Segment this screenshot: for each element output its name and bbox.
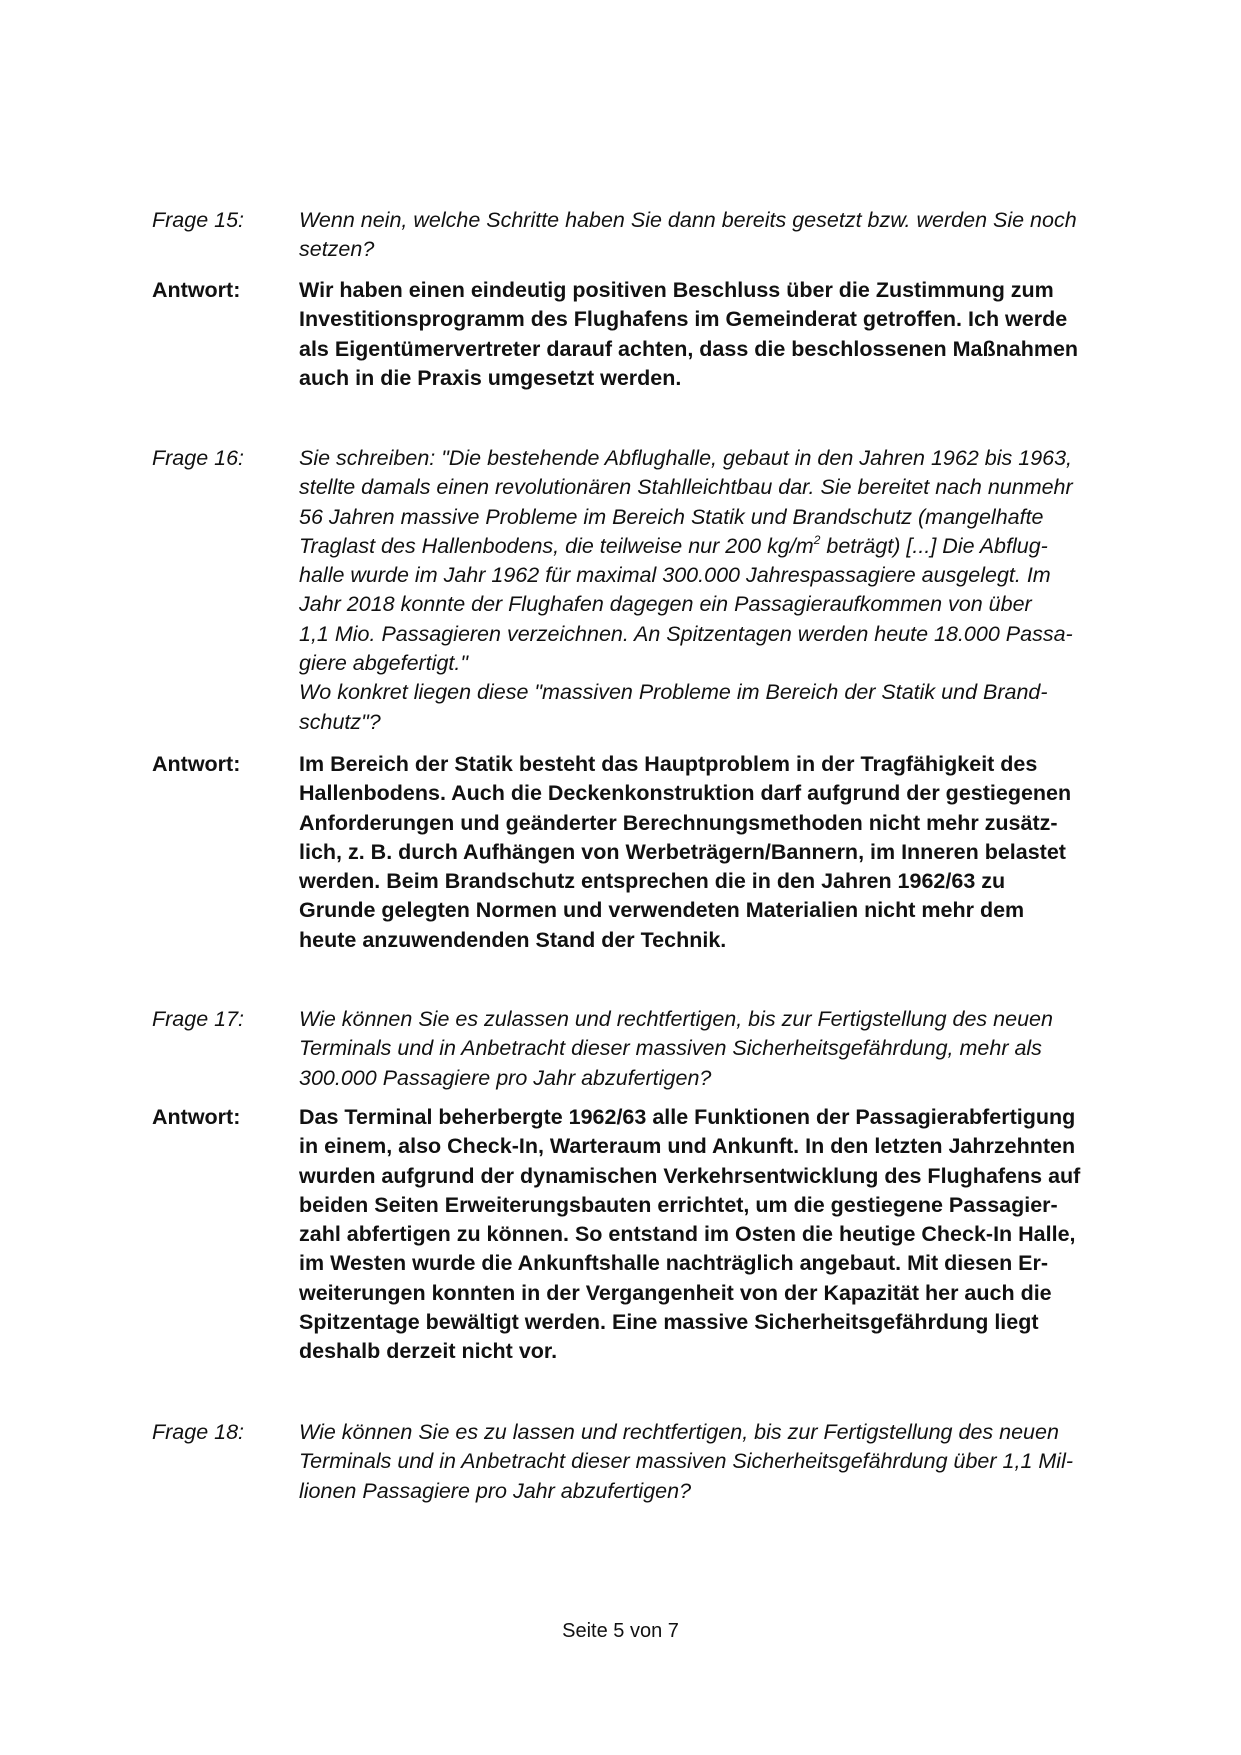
- question-text: [299, 444, 1132, 737]
- answer-15: [152, 276, 1132, 393]
- text-line: Terminals und in Anbetracht dieser massiven Sicherheitsgefährdung über 1,1 Mil-: [299, 1449, 1074, 1474]
- text-line: werden. Beim Brandschutz entsprechen die in den Jahren 1962/63 zu: [299, 869, 1006, 894]
- question-label: Frage 15:: [152, 208, 245, 232]
- text-line: zahl abfertigen zu können. So entstand im Osten die heutige Check-In Halle,: [299, 1222, 1076, 1247]
- text-line: heute anzuwendenden Stand der Technik.: [299, 927, 727, 952]
- answer-17: [152, 1103, 1132, 1367]
- text-line: Hallenbodens. Auch die Deckenkonstruktion darf aufgrund der gestiegenen: [299, 781, 1072, 806]
- answer-label: Antwort:: [152, 1105, 241, 1129]
- text-line: Das Terminal beherbergte 1962/63 alle Funktionen der Passagierabfertigung: [299, 1105, 1076, 1129]
- text-line: Grunde gelegten Normen und verwendeten Materialien nicht mehr dem: [299, 898, 1025, 923]
- text-line: Spitzentage bewältigt werden. Eine massive Sicherheitsgefährdung liegt: [299, 1310, 1039, 1335]
- answer-text: [299, 276, 1132, 393]
- text-line: stellte damals einen revolutionären Stahlleichtbau dar. Sie bereitet nach nunmehr: [299, 475, 1073, 500]
- text-line: 56 Jahren massive Probleme im Bereich Statik und Brandschutz (mangelhafte: [299, 504, 1044, 529]
- text-line: Im Bereich der Statik besteht das Hauptproblem in der Tragfähigkeit des: [299, 752, 1038, 776]
- text-fragment: Traglast des Hallenbodens, die teilweise nur 200 kg/m: [299, 533, 814, 558]
- text-line: giere abgefertigt.": [299, 651, 468, 676]
- text-line: halle wurde im Jahr 1962 für maximal 300.000 Jahrespassagiere ausgelegt. Im: [299, 563, 1051, 588]
- text-line: Investitionsprogramm des Flughafens im Gemeinderat getroffen. Ich werde: [299, 307, 1068, 332]
- question-18: [152, 1418, 1132, 1506]
- text-line: beiden Seiten Erweiterungsbauten errichtet, um die gestiegene Passagier-: [299, 1192, 1058, 1217]
- question-label: Frage 17:: [152, 1007, 245, 1031]
- question-text: [299, 1005, 1132, 1093]
- text-line: Wie können Sie es zulassen und rechtfertigen, bis zur Fertigstellung des neuen: [299, 1007, 1053, 1031]
- question-16: [152, 444, 1132, 737]
- answer-text: [299, 1103, 1132, 1367]
- answer-label: Antwort:: [152, 752, 241, 776]
- answer-text: [299, 750, 1132, 955]
- text-line: 1,1 Mio. Passagieren verzeichnen. An Spitzentagen werden heute 18.000 Passa-: [299, 621, 1073, 646]
- question-15: [152, 206, 1132, 265]
- text-line: wurden aufgrund der dynamischen Verkehrsentwicklung des Flughafens auf: [299, 1163, 1081, 1188]
- text-line: im Westen wurde die Ankunftshalle nachträglich angebaut. Mit diesen Er-: [299, 1251, 1049, 1276]
- question-17: [152, 1005, 1132, 1093]
- text-line: Jahr 2018 konnte der Flughafen dagegen ein Passagieraufkommen von über: [299, 592, 1032, 617]
- text-line: Wo konkret liegen diese "massiven Probleme im Bereich der Statik und Brand-: [299, 680, 1048, 705]
- text-line: lionen Passagiere pro Jahr abzufertigen?: [299, 1478, 692, 1503]
- question-text: [299, 1418, 1132, 1506]
- answer-label: Antwort:: [152, 278, 241, 302]
- text-line: 300.000 Passagiere pro Jahr abzufertigen?: [299, 1065, 712, 1090]
- text-line: Wir haben einen eindeutig positiven Beschluss über die Zustimmung zum: [299, 278, 1054, 302]
- text-line: weiterungen konnten in der Vergangenheit von der Kapazität her auch die: [299, 1280, 1052, 1305]
- text-line: Sie schreiben: "Die bestehende Abflughalle, gebaut in den Jahren 1962 bis 1963,: [299, 446, 1073, 470]
- text-line: Terminals und in Anbetracht dieser massiven Sicherheitsgefährdung, mehr als: [299, 1036, 1042, 1061]
- text-line: lich, z. B. durch Aufhängen von Werbeträgern/Bannern, im Inneren belastet: [299, 839, 1066, 864]
- text-line: schutz"?: [299, 709, 381, 734]
- text-line: Anforderungen und geänderter Berechnungsmethoden nicht mehr zusätz-: [299, 810, 1058, 835]
- question-text: [299, 206, 1132, 265]
- text-line: in einem, also Check-In, Warteraum und Ankunft. In den letzten Jahrzehnten: [299, 1134, 1076, 1159]
- superscript: 2: [813, 532, 821, 547]
- text-line: Wenn nein, welche Schritte haben Sie dann bereits gesetzt bzw. werden Sie noch: [299, 208, 1077, 232]
- question-label: Frage 16:: [152, 446, 245, 470]
- question-label: Frage 18:: [152, 1420, 245, 1444]
- text-line: deshalb derzeit nicht vor.: [299, 1339, 558, 1364]
- text-line: auch in die Praxis umgesetzt werden.: [299, 365, 682, 390]
- text-line: setzen?: [299, 237, 375, 262]
- text-line: als Eigentümervertreter darauf achten, dass die beschlossenen Maßnahmen: [299, 336, 1079, 361]
- answer-16: [152, 750, 1132, 955]
- text-line: [299, 532, 1132, 561]
- text-line: Wie können Sie es zu lassen und rechtfertigen, bis zur Fertigstellung des neuen: [299, 1420, 1059, 1444]
- text-fragment: beträgt) [...] Die Abflug-: [820, 533, 1048, 558]
- page-number: Seite 5 von 7: [562, 1620, 679, 1642]
